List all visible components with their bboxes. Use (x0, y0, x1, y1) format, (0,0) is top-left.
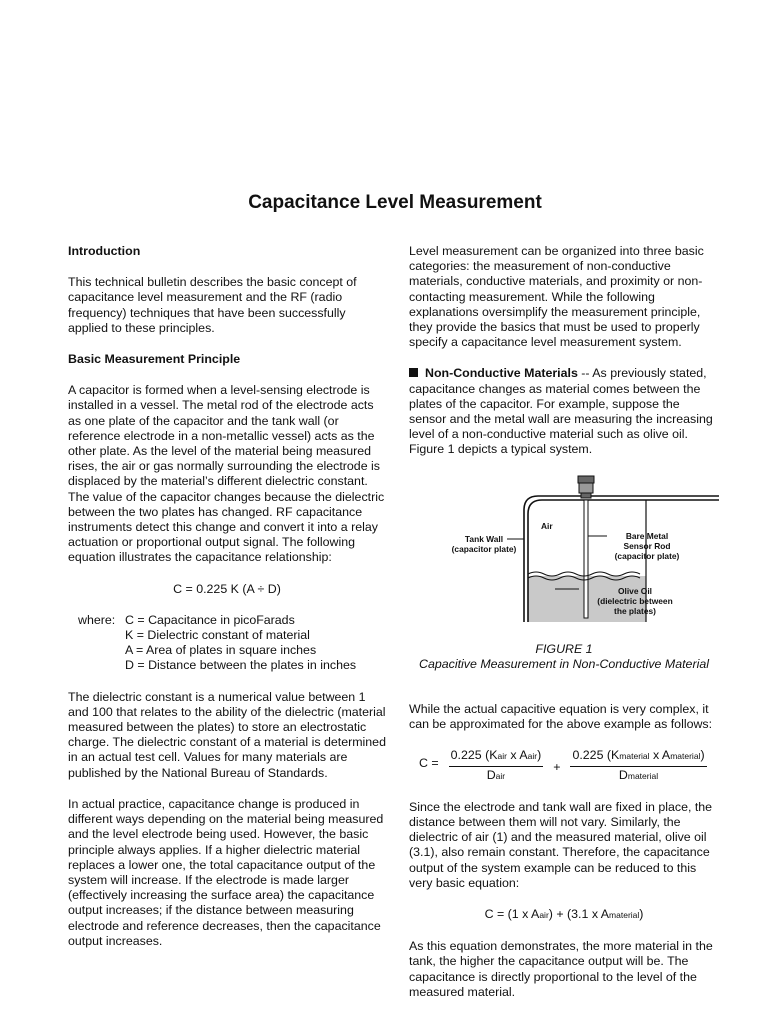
approximated-equation (419, 748, 719, 783)
sensor-rod (584, 500, 588, 618)
variable-definition: D = Distance between the plates in inches (125, 658, 357, 673)
non-conductive-text: -- As previously stated, capacitance changes as material comes between the plates of the capacitor. For example, suppose the sensor and the metal wall are measuring the increasing level of a non-conductive material such as olive oil. Figure 1 depicts a typical system. (409, 366, 713, 457)
bullet-square-icon (409, 368, 418, 377)
page-title: Capacitance Level Measurement (248, 192, 542, 213)
sensor-head-body (579, 483, 593, 493)
material-denominator: Dmaterial (618, 767, 659, 782)
figure-1-diagram (409, 474, 719, 634)
variable-definition: C = Capacitance in picoFarads (125, 612, 295, 627)
approximation-paragraph: While the actual capacitive equation is very complex, it can be approximated for the above example as follows: (409, 702, 713, 732)
variable-row (78, 643, 386, 658)
basic-principle-heading: Basic Measurement Principle (68, 352, 241, 367)
sensor-rod-label: Bare Metal Sensor Rod (capacitor plate) (614, 530, 680, 561)
left-column (68, 244, 386, 965)
non-conductive-heading: Non-Conductive Materials (425, 366, 578, 381)
figure-description: Capacitive Measurement in Non-Conductive Material (419, 656, 709, 671)
non-conductive-paragraph (409, 366, 719, 457)
variable-row (78, 628, 386, 643)
practice-paragraph: In actual practice, capacitance change is produced in different ways depending on the material being measured and the level electrode being used. However, the basic principle always applies. If a higher dielectric material replaces a lower one, the total capacitance output of the system will increase. If the electrode is made larger (effectively increasing the surface area) the capacitance output increases; if the distance between measuring electrode and reference decreases, then the capacitance output increases. (68, 796, 384, 948)
variable-row (78, 658, 386, 673)
equation-lhs: C = (419, 756, 439, 771)
plus-sign: + (553, 760, 561, 775)
sensor-head-cap (578, 476, 594, 483)
air-fraction (449, 748, 544, 783)
olive-oil-label: Olive Oil (dielectric between the plates) (597, 585, 673, 616)
material-fraction (570, 748, 706, 783)
fixed-distance-paragraph: Since the electrode and tank wall are fixed in place, the distance between them will not vary. Similarly, the dielectric of air (1) and the measured material, olive oil (3.1), also remain constant. Therefore, the capacitance output of the system example can be reduced to this very basic equation: (409, 799, 713, 890)
introduction-paragraph: This technical bulletin describes the basic concept of capacitance level measurement and the RF (radio frequency) techniques that have been successfully applied to these principles. (68, 275, 357, 335)
basic-principle-paragraph: A capacitor is formed when a level-sensing electrode is installed in a vessel. The metal rod of the electrode acts as one plate of the capacitor and the tank wall (or reference electrode in a non-metallic vessel) acts as the other plate. As the level of the material being measured rises, the air or gas normally surrounding the electrode is displaced by the material’s different dielectric constant. The value of the capacitor changes because the dielectric between the two plates has changed. RF capacitance instruments detect this change and convert it into a relay actuation or proportional output signal. The following equation illustrates the capacitance relationship: (68, 383, 385, 565)
conclusion-paragraph: As this equation demonstrates, the more material in the tank, the higher the capacitance output will be. The capacitance is directly proportional to the level of the measured material. (409, 939, 713, 999)
dielectric-paragraph: The dielectric constant is a numerical value between 1 and 100 that relates to the ability of the dielectric (material measured between the plates) to store an electrostatic charge. The dielectric constant of a material is determined in an actual test cell. Values for many materials are published by the National Bureau of Standards. (68, 689, 386, 780)
where-label: where: (78, 612, 116, 627)
equation-variable-list (78, 613, 386, 674)
air-label: Air (541, 520, 553, 531)
figure-number: FIGURE 1 (535, 641, 593, 656)
air-numerator: 0.225 (Kair x Aair) (449, 748, 544, 766)
air-denominator: Dair (486, 767, 506, 782)
material-numerator: 0.225 (Kmaterial x Amaterial) (570, 748, 706, 766)
figure-caption (409, 642, 719, 672)
introduction-heading: Introduction (68, 244, 141, 258)
reduced-equation: C = (1 x Aair) + (3.1 x Amaterial) (484, 907, 644, 922)
sensor-mount (581, 493, 591, 498)
tank-wall-label: Tank Wall (capacitor plate) (451, 533, 517, 554)
variable-definition: A = Area of plates in square inches (125, 643, 317, 658)
variable-row (78, 613, 386, 628)
capacitance-equation: C = 0.225 K (A ÷ D) (173, 581, 281, 596)
categories-paragraph: Level measurement can be organized into three basic categories: the measurement of non-conductive materials, conductive materials, and proximity or non-contacting measurement. While the following explanations oversimplify the measurement principle, they provide the basics that must be used to properly specify a capacitance level measurement system. (409, 244, 704, 350)
right-column (409, 244, 719, 1016)
variable-definition: K = Dielectric constant of material (125, 628, 310, 643)
